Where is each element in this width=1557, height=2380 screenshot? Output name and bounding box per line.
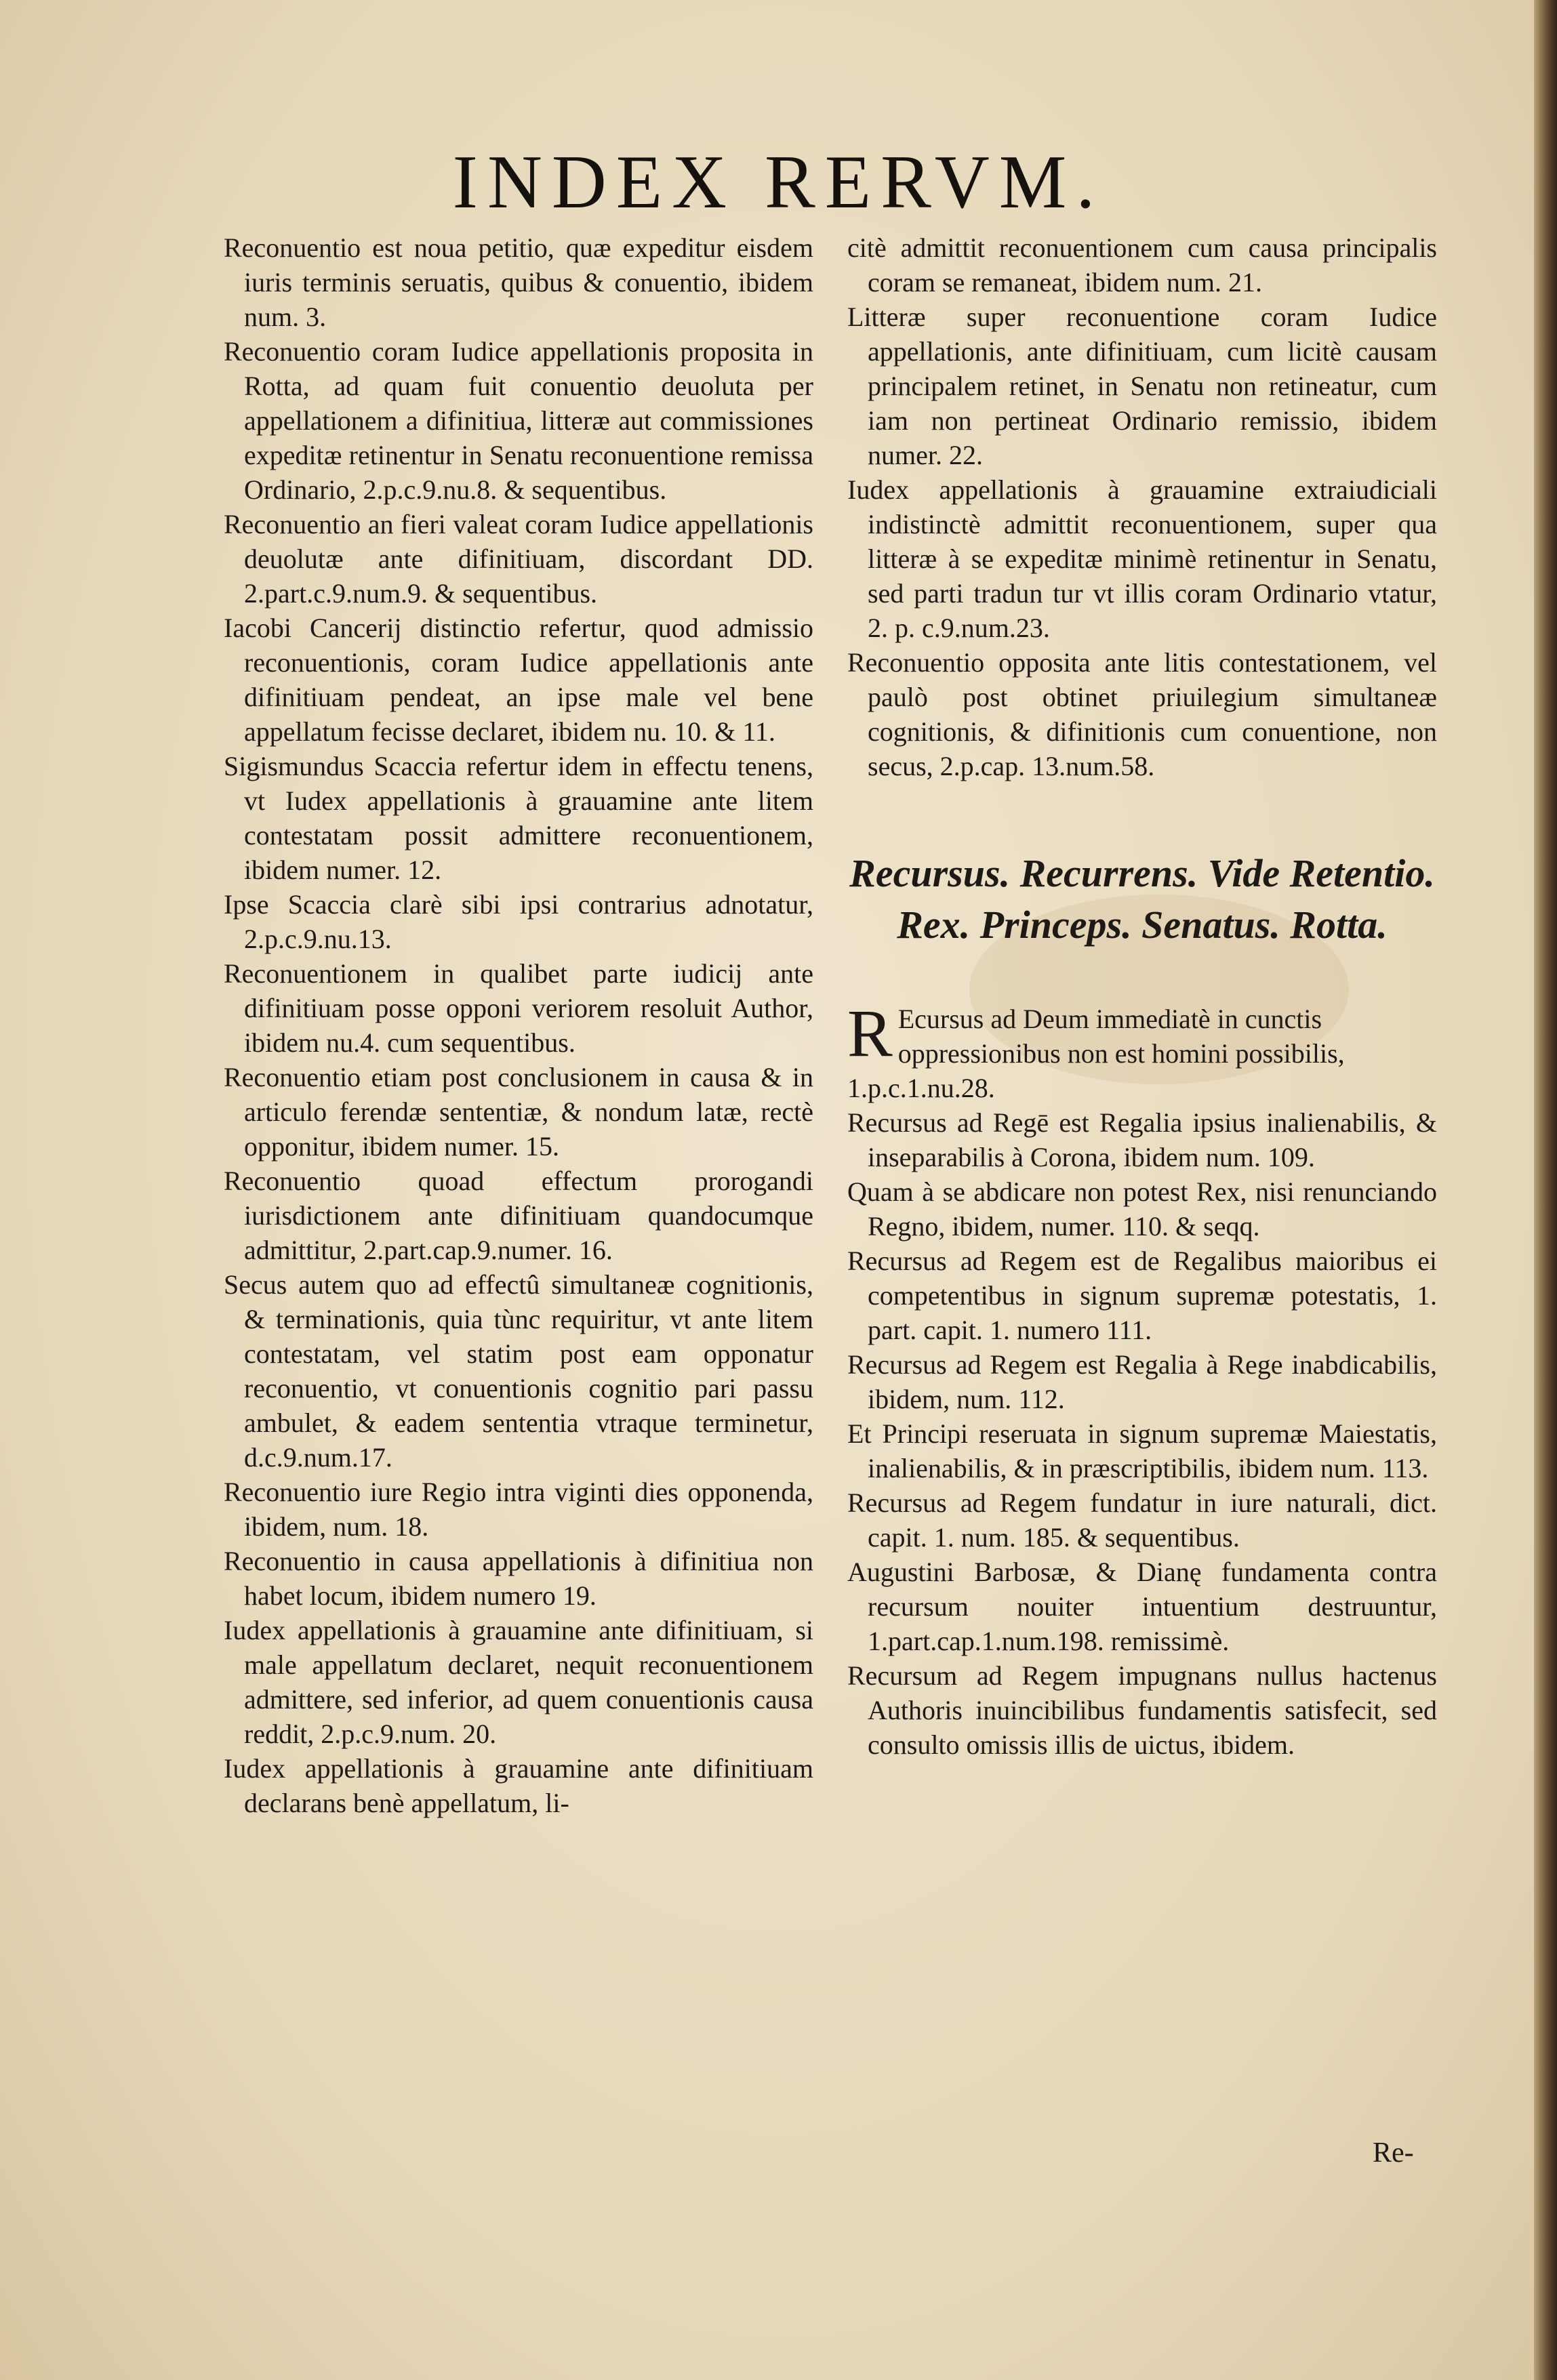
book-spine-edge	[1534, 0, 1557, 2380]
index-entry: Quam à se abdicare non potest Rex, nisi renunciando Regno, ibidem, numer. 110. & seqq.	[847, 1176, 1437, 1242]
index-entry: Reconuentio etiam post conclusionem in causa & in articulo ferendæ sententiæ, & nondum latæ, rectè opponitur, ibidem numer. 15.	[224, 1062, 813, 1162]
index-entry: Reconuentio opposita ante litis contestationem, vel paulò post obtinet priuilegium simultaneæ cognitionis, & difinitionis cum conuentione, non secus, 2.p.cap. 13.num.58.	[847, 647, 1437, 781]
index-entry: Reconuentio iure Regio intra viginti dies opponenda, ibidem, num. 18.	[224, 1477, 813, 1542]
section-heading-recursus: Recursus. Recurrens. Vide Retentio. Rex. Princeps. Senatus. Rotta.	[849, 851, 1435, 947]
index-entry: Iacobi Cancerij distinctio refertur, quod admissio reconuentionis, coram Iudice appellationis ante difinitiuam pendeat, an ipse male vel bene appellatum fecisse declaret, ibidem nu. 10. & 11.	[224, 613, 813, 747]
index-entry: Ipse Scaccia clarè sibi ipsi contrarius adnotatur, 2.p.c.9.nu.13.	[224, 889, 813, 954]
index-entry: Et Principi reseruata in signum supremæ Maiestatis, inalienabilis, & in præscriptibilis, ibidem num. 113.	[847, 1418, 1437, 1483]
first-entry-recursus	[847, 996, 1437, 1105]
index-entry: Secus autem quo ad effectû simultaneæ cognitionis, & terminationis, quia tùnc requiritur, vt ante litem contestatam, vel statim post eam opponatur reconuentio, vt conuentionis cognitio pari passu ambulet, & eadem sententia vtraque terminetur, d.c.9.num.17.	[224, 1269, 813, 1473]
right-column	[847, 230, 1437, 1762]
index-entry: Recursus ad Regem est Regalia à Rege inabdicabilis, ibidem, num. 112.	[847, 1349, 1437, 1414]
index-entry: citè admittit reconuentionem cum causa principalis coram se remaneat, ibidem num. 21.	[847, 232, 1437, 298]
index-entry: Iudex appellationis à grauamine extraiudiciali indistinctè admittit reconuentionem, super qua litteræ à se expeditæ minimè retinentur in Senatu, sed parti tradun tur vt illis coram Ordinario vtatur, 2. p. c.9.num.23.	[847, 474, 1437, 643]
catchword: Re-	[1373, 2137, 1414, 2169]
left-column	[224, 230, 813, 1820]
index-entry: Recursus ad Regem fundatur in iure naturali, dict. capit. 1. num. 185. & sequentibus.	[847, 1488, 1437, 1553]
index-entry: Iudex appellationis à grauamine ante difinitiuam declarans benè appellatum, li-	[224, 1753, 813, 1818]
index-entry: Sigismundus Scaccia refertur idem in effectu tenens, vt Iudex appellationis à grauamine ante litem contestatam possit admittere reconuentionem, ibidem numer. 12.	[224, 751, 813, 885]
drop-capital: R	[847, 996, 893, 1071]
index-entry: Reconuentionem in qualibet parte iudicij ante difinitiuam posse opponi veriorem resoluit Author, ibidem nu.4. cum sequentibus.	[224, 958, 813, 1058]
index-entry: Litteræ super reconuentione coram Iudice appellationis, ante difinitiuam, cum licitè causam principalem retinet, in Senatu non retineatur, cum iam non pertineat Ordinario remissio, ibidem numer. 22.	[847, 302, 1437, 470]
index-entry: Augustini Barbosæ, & Dianę fundamenta contra recursum nouiter intuentium destruuntur, 1.part.cap.1.num.198. remissimè.	[847, 1557, 1437, 1656]
index-entry: Recursus ad Regem est de Regalibus maioribus ei competentibus in signum supremæ potestatis, 1. part. capit. 1. numero 111.	[847, 1246, 1437, 1345]
page-header-title: INDEX RERVM.	[452, 140, 1105, 224]
index-entry: Iudex appellationis à grauamine ante difinitiuam, si male appellatum declaret, nequit reconuentionem admittere, sed inferior, ad quem conuentionis causa reddit, 2.p.c.9.num. 20.	[224, 1615, 813, 1749]
index-entry: Recursum ad Regem impugnans nullus hactenus Authoris inuincibilibus fundamentis satisfecit, sed consulto omissis illis de uictus, ibidem.	[847, 1660, 1437, 1760]
index-entry: Reconuentio in causa appellationis à difinitiua non habet locum, ibidem numero 19.	[224, 1546, 813, 1611]
index-entry: Reconuentio coram Iudice appellationis proposita in Rotta, ad quam fuit conuentio deuoluta per appellationem a difinitiua, litteræ aut commissiones expeditæ retinentur in Senatu reconuentione remissa Ordinario, 2.p.c.9.nu.8. & sequentibus.	[224, 336, 813, 505]
index-entry: Recursus ad Regē est Regalia ipsius inalienabilis, & inseparabilis à Corona, ibidem num. 109.	[847, 1107, 1437, 1172]
index-entry: Reconuentio est noua petitio, quæ expeditur eisdem iuris terminis seruatis, quibus & conuentio, ibidem num. 3.	[224, 232, 813, 332]
index-entry: Reconuentio an fieri valeat coram Iudice appellationis deuolutæ ante difinitiuam, discordant DD. 2.part.c.9.num.9. & sequentibus.	[224, 509, 813, 609]
first-entry-text: Ecursus ad Deum immediatè in cunctis oppressionibus non est homini possibilis, 1.p.c.1.nu.28.	[847, 1004, 1345, 1103]
index-entry: Reconuentio quoad effectum prorogandi iurisdictionem ante difinitiuam quandocumque admittitur, 2.part.cap.9.numer. 16.	[224, 1166, 813, 1265]
